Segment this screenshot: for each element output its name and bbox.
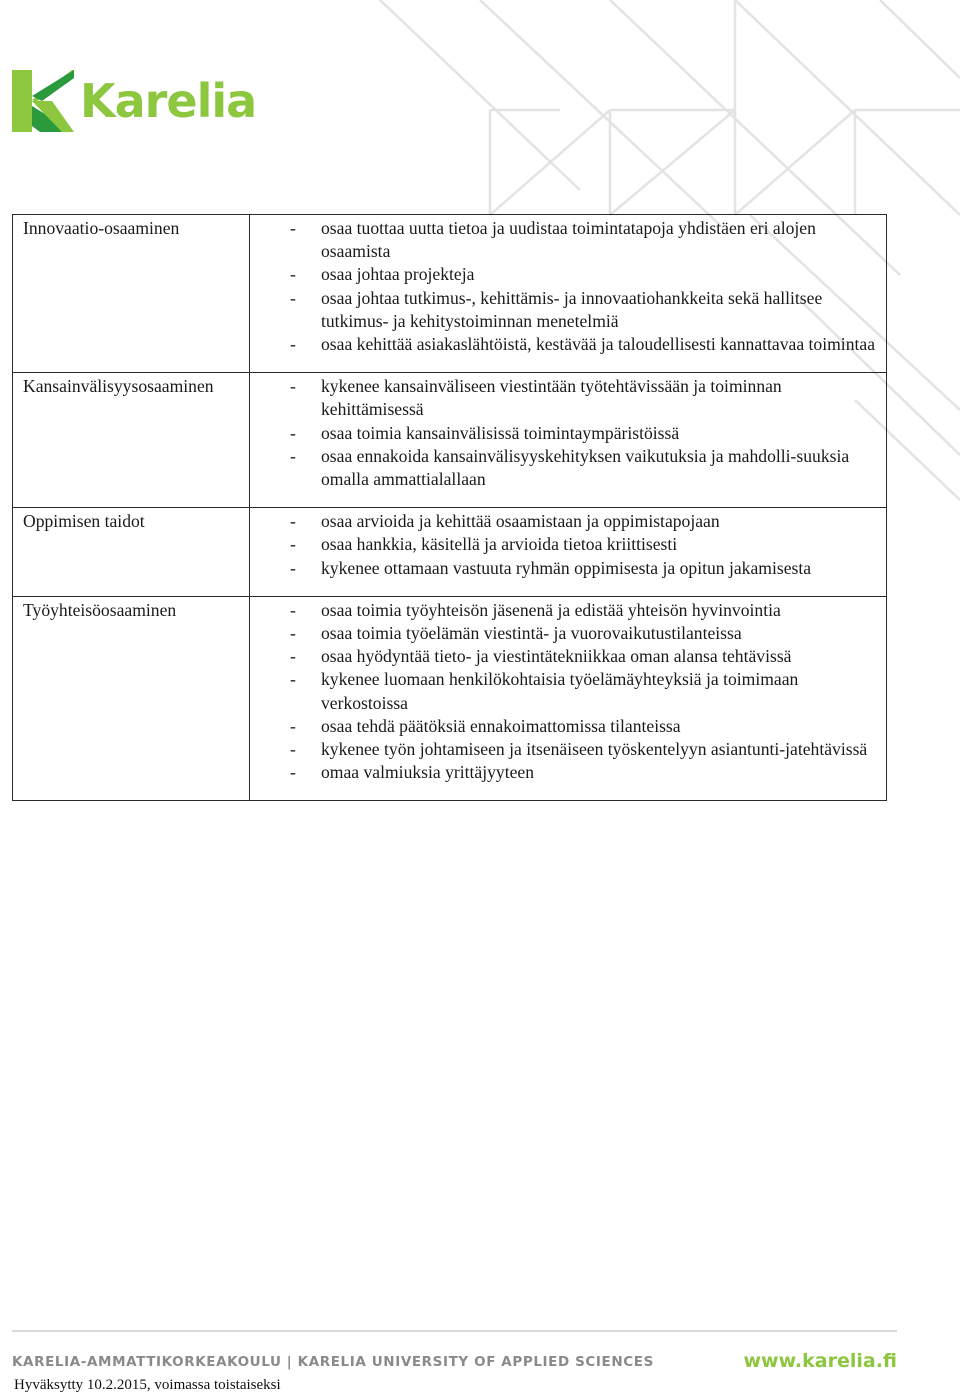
competence-row: [13, 215, 887, 373]
competence-item-text: osaa toimia työyhteisön jäsenenä ja edistää yhteisön hyvinvointia: [321, 599, 781, 620]
bullet-dash: -: [290, 557, 296, 578]
competence-item: [290, 422, 878, 445]
competence-item-text: osaa toimia kansainvälisissä toimintaympäristöissä: [321, 422, 680, 443]
competence-item: [290, 445, 878, 491]
competence-item-text: osaa ennakoida kansainvälisyyskehityksen vaikutuksia ja mahdolli-suuksia omalla ammattialallaan: [321, 445, 850, 490]
footer-divider: [12, 1330, 897, 1332]
logo-wordmark: Karelia: [80, 74, 257, 128]
karelia-k-logo-icon: [12, 70, 74, 132]
competence-area: Innovaatio-osaaminen: [13, 215, 250, 373]
competence-item-text: osaa johtaa tutkimus-, kehittämis- ja innovaatiohankkeita sekä hallitsee tutkimus- ja kehitystoiminnan menetelmiä: [321, 287, 823, 331]
competence-item-text: kykenee luomaan henkilökohtaisia työelämäyhteyksiä ja toimimaan verkostoissa: [321, 669, 799, 713]
bullet-dash: -: [290, 287, 296, 308]
competence-row: [13, 373, 887, 508]
competence-item-text: osaa kehittää asiakaslähtöistä, kestävää ja taloudellisesti kannattavaa toimintaa: [321, 334, 875, 355]
competence-item-text: kykenee työn johtamiseen ja itsenäiseen työskentelyyn asiantunti-jatehtävissä: [321, 739, 868, 760]
bullet-dash: -: [290, 334, 296, 355]
competence-item-list: [290, 375, 878, 491]
competence-table: [12, 214, 887, 801]
competence-item: [290, 217, 878, 263]
competence-item-text: omaa valmiuksia yrittäjyyteen: [321, 762, 535, 783]
competence-item-text: osaa hankkia, käsitellä ja arvioida tietoa kriittisesti: [321, 534, 678, 555]
bullet-dash: -: [290, 669, 296, 690]
competence-row: [13, 508, 887, 597]
competence-items-cell: [250, 373, 887, 508]
karelia-logo: [12, 70, 256, 132]
footer-approval-note: Hyväksytty 10.2.2015, voimassa toistaiseksi: [14, 1377, 281, 1393]
competence-row: [13, 596, 887, 801]
competence-area: Kansainvälisyysosaaminen: [13, 373, 250, 508]
competence-item: [290, 533, 878, 556]
competence-item: [290, 761, 878, 784]
competence-item-text: kykenee kansainväliseen viestintään työtehtävissään ja toiminnan kehittämisessä: [321, 376, 782, 420]
competence-item-text: osaa arvioida ja kehittää osaamistaan ja oppimistapojaan: [321, 511, 720, 532]
bullet-dash: -: [290, 376, 296, 397]
footer-website-link[interactable]: www.karelia.fi: [743, 1350, 897, 1372]
competence-item: [290, 599, 878, 622]
bullet-dash: -: [290, 218, 296, 238]
competence-area: Oppimisen taidot: [13, 508, 250, 597]
competence-item-text: osaa hyödyntää tieto- ja viestintätekniikkaa oman alansa tehtävissä: [321, 646, 792, 667]
competence-item-text: osaa johtaa projekteja: [321, 264, 475, 285]
competence-item-list: [290, 217, 878, 356]
bullet-dash: -: [290, 534, 296, 555]
competence-items-cell: [250, 215, 887, 373]
competence-item-text: osaa toimia työelämän viestintä- ja vuorovaikutustilanteissa: [321, 623, 742, 644]
competence-item: [290, 645, 878, 668]
competence-item-text: kykenee ottamaan vastuuta ryhmän oppimisesta ja opitun jakamisesta: [321, 557, 812, 578]
competence-item: [290, 333, 878, 356]
competence-items-cell: [250, 508, 887, 597]
bullet-dash: -: [290, 445, 296, 466]
competence-item: [290, 715, 878, 738]
competence-item: [290, 287, 878, 333]
competence-area: Työyhteisöosaaminen: [13, 596, 250, 801]
competence-item-list: [290, 599, 878, 785]
bullet-dash: -: [290, 762, 296, 783]
competence-item: [290, 263, 878, 286]
bullet-dash: -: [290, 739, 296, 760]
competence-item: [290, 510, 878, 533]
competence-item: [290, 668, 878, 714]
footer-university-name: KARELIA-AMMATTIKORKEAKOULU | KARELIA UNIVERSITY OF APPLIED SCIENCES: [12, 1354, 654, 1370]
bullet-dash: -: [290, 422, 296, 443]
competence-item: [290, 557, 878, 580]
competence-item: [290, 375, 878, 421]
competence-item: [290, 622, 878, 645]
competence-item: [290, 738, 878, 761]
bullet-dash: -: [290, 599, 296, 620]
bullet-dash: -: [290, 715, 296, 736]
bullet-dash: -: [290, 264, 296, 285]
bullet-dash: -: [290, 646, 296, 667]
bullet-dash: -: [290, 623, 296, 644]
competence-item-list: [290, 510, 878, 580]
competence-items-cell: [250, 596, 887, 801]
bullet-dash: -: [290, 511, 296, 532]
competence-item-text: osaa tehdä päätöksiä ennakoimattomissa tilanteissa: [321, 715, 681, 736]
competence-item-text: osaa tuottaa uutta tietoa ja uudistaa toimintatapoja yhdistäen eri alojen osaamista: [321, 218, 816, 262]
